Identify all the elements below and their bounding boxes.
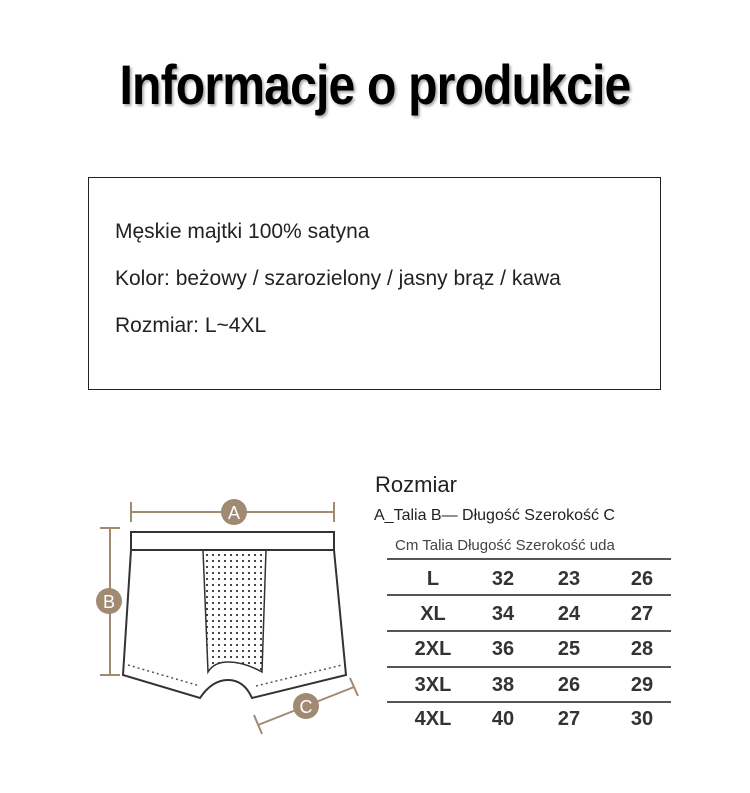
table-cell-a: 40: [491, 708, 515, 730]
briefs-illustration: [123, 532, 346, 698]
table-divider: [387, 701, 671, 703]
table-cell-a: 38: [491, 674, 515, 696]
size-legend: A_Talia B— Długość Szerokość C: [374, 507, 615, 524]
table-cell-a: 32: [491, 568, 515, 590]
table-divider: [387, 630, 671, 632]
info-colors: Kolor: beżowy / szarozielony / jasny brąz / kawa: [115, 267, 561, 290]
table-cell-c: 26: [630, 568, 654, 590]
label-b: B: [102, 592, 116, 612]
table-cell-b: 27: [557, 708, 581, 730]
table-cell-c: 27: [630, 603, 654, 625]
table-cell-c: 28: [630, 638, 654, 660]
page-title: Informacje o produkcie: [119, 53, 631, 116]
product-info-box: [88, 177, 661, 390]
table-cell-b: 26: [557, 674, 581, 696]
table-cell-c: 29: [630, 674, 654, 696]
measure-a: [131, 499, 334, 525]
table-divider: [387, 558, 671, 560]
size-diagram: [90, 490, 370, 750]
info-material: Męskie majtki 100% satyna: [115, 220, 370, 243]
table-cell-a: 34: [491, 603, 515, 625]
table-cell-b: 23: [557, 568, 581, 590]
measure-b: [96, 528, 122, 675]
table-cell-b: 25: [557, 638, 581, 660]
size-table-header: Cm Talia Długość Szerokość uda: [395, 537, 615, 554]
table-cell-b: 24: [557, 603, 581, 625]
table-cell-size: 4XL: [414, 708, 452, 730]
label-c: C: [299, 697, 313, 717]
table-cell-size: L: [426, 568, 440, 590]
table-cell-size: 2XL: [414, 638, 452, 660]
table-divider: [387, 666, 671, 668]
table-cell-size: 3XL: [414, 674, 452, 696]
info-sizes: Rozmiar: L~4XL: [115, 314, 267, 337]
table-cell-size: XL: [420, 603, 446, 625]
size-heading: Rozmiar: [375, 472, 457, 497]
table-divider: [387, 594, 671, 596]
table-cell-a: 36: [491, 638, 515, 660]
table-cell-c: 30: [630, 708, 654, 730]
label-a: A: [227, 503, 241, 523]
